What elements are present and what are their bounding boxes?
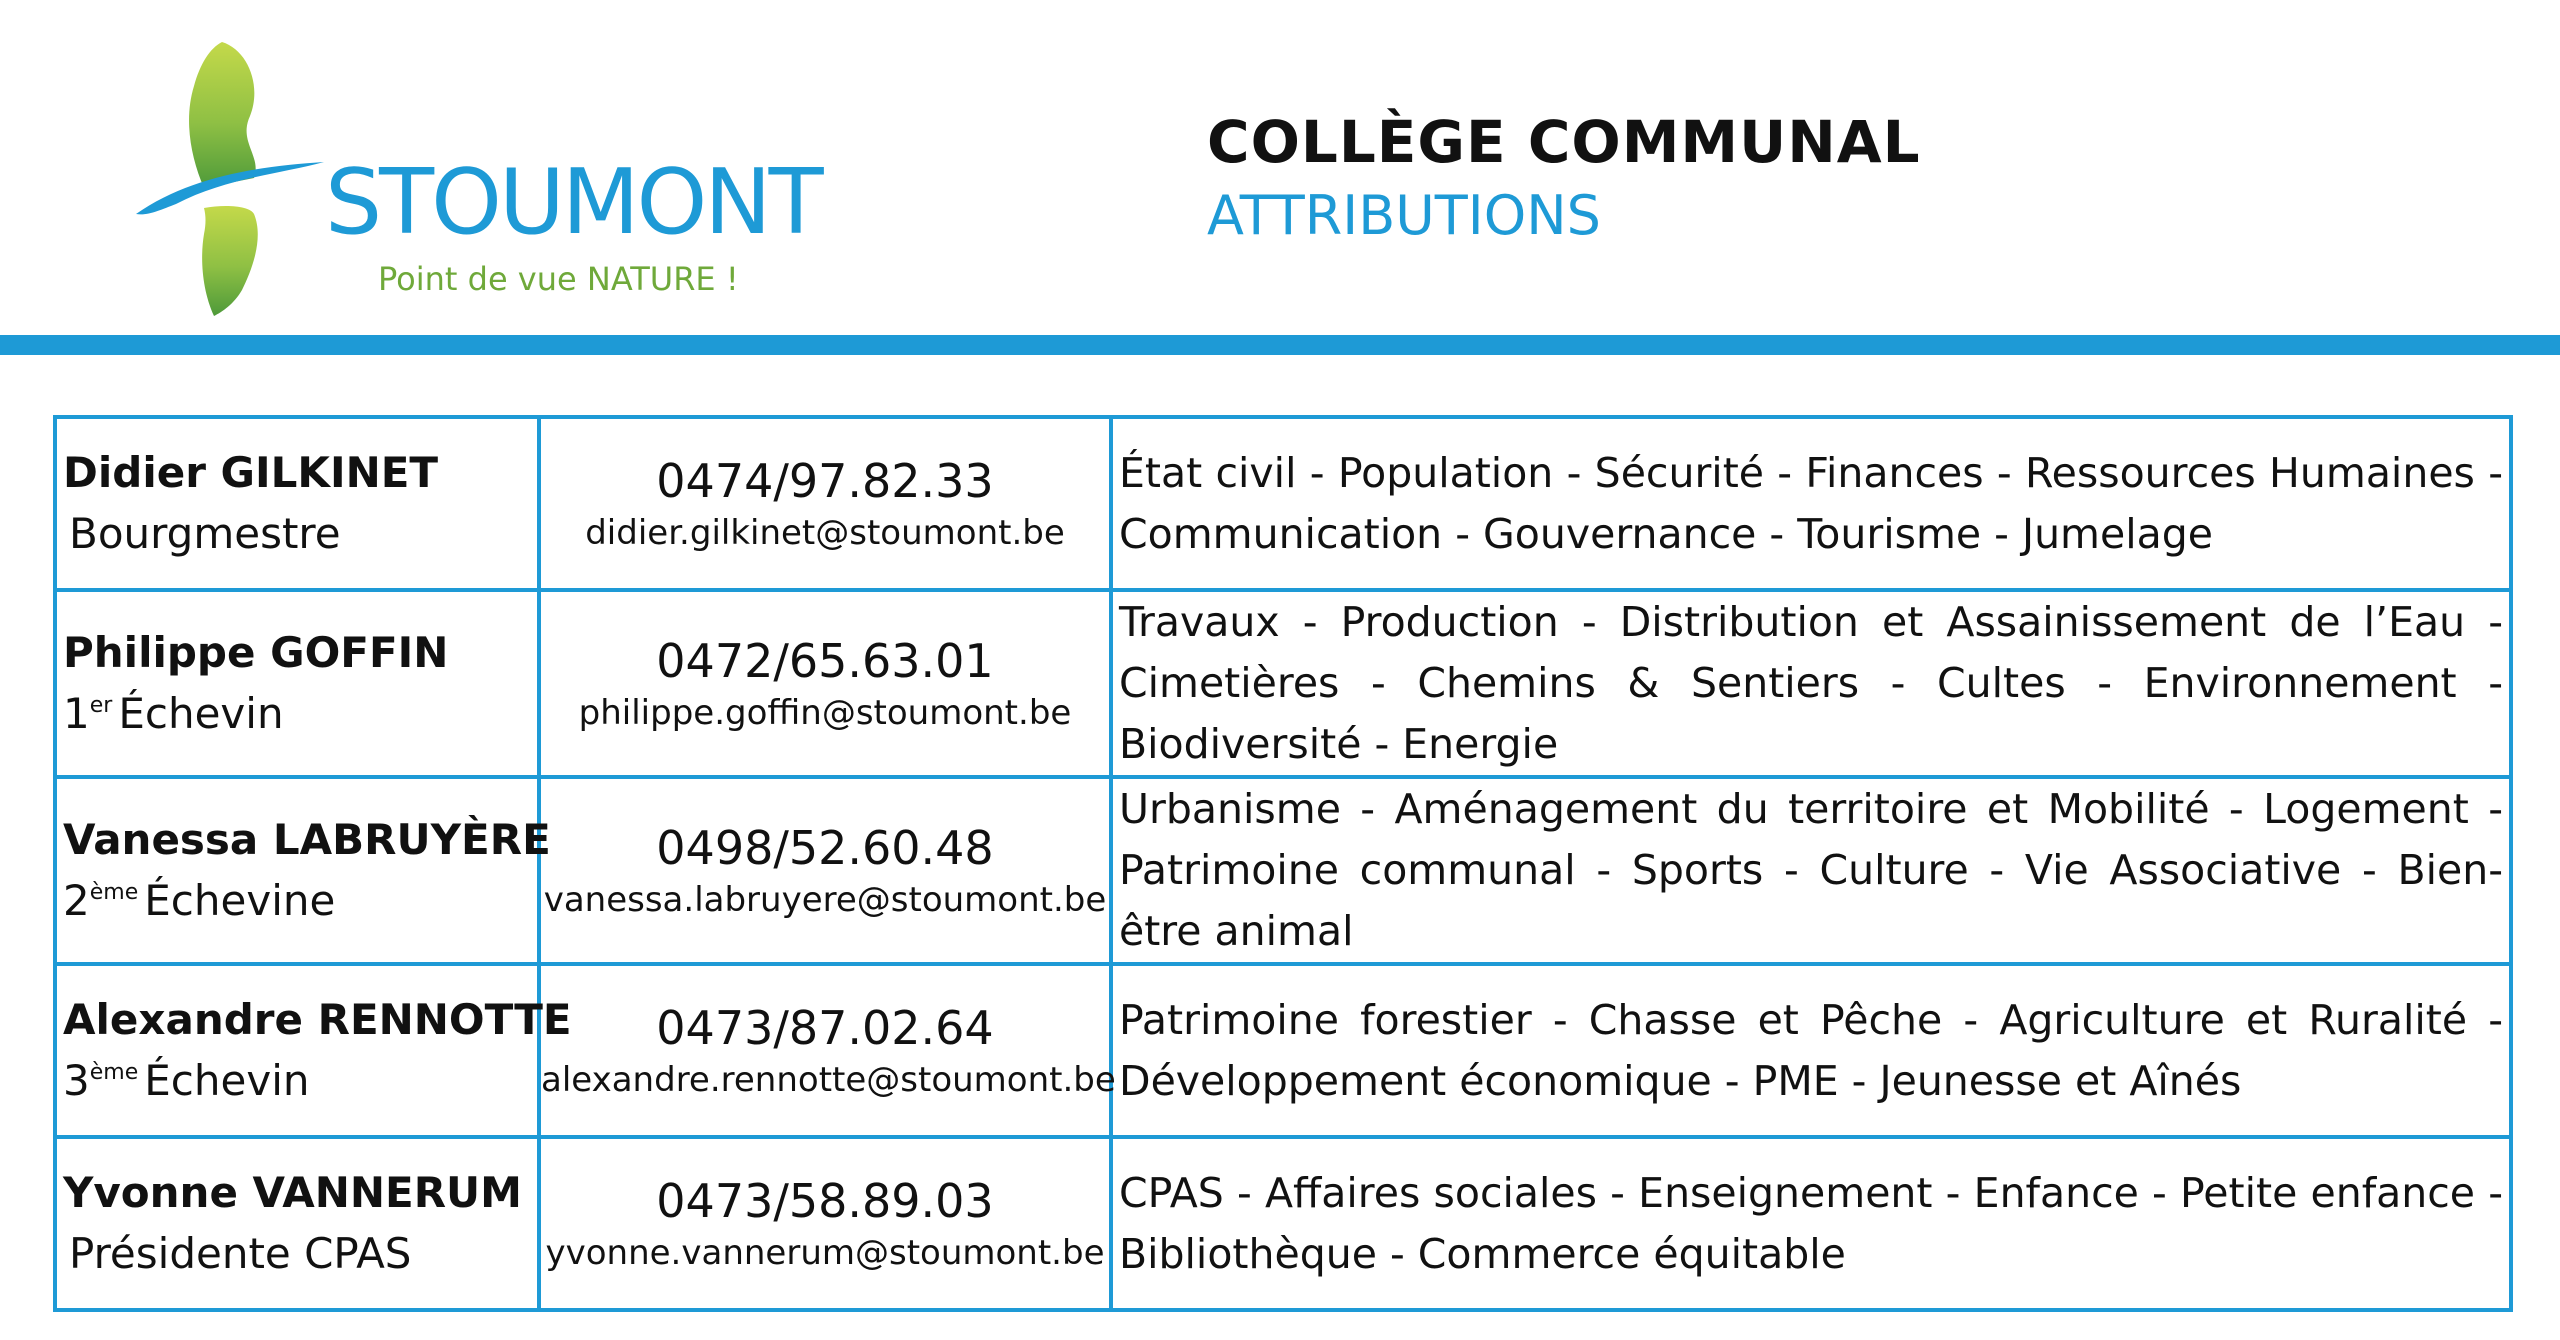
member-phone: 0472/65.63.01: [656, 633, 994, 688]
contact-cell: [539, 417, 1111, 590]
contact-cell: [539, 777, 1111, 964]
member-email[interactable]: alexandre.rennotte@stoumont.be: [541, 1060, 1116, 1101]
header-divider: [0, 335, 2560, 355]
member-phone: 0473/58.89.03: [656, 1173, 994, 1228]
page-heading: [1207, 108, 1921, 247]
domains-cell: [1111, 777, 2511, 964]
member-cell: [55, 417, 539, 590]
member-role: 1er Échevin: [63, 688, 284, 738]
member-email[interactable]: didier.gilkinet@stoumont.be: [585, 513, 1065, 554]
member-name: Philippe GOFFIN: [63, 627, 449, 677]
table-row: [55, 590, 2511, 777]
domains-cell: [1111, 590, 2511, 777]
member-cell: [55, 964, 572, 1137]
page-title: COLLÈGE COMMUNAL: [1207, 108, 1921, 176]
logo-wordmark: STOUMONT: [325, 150, 821, 255]
stoumont-logo: [130, 38, 821, 323]
member-role: 2ème Échevine: [63, 875, 336, 925]
logo-tagline: Point de vue NATURE !: [378, 260, 739, 298]
member-domains: Urbanisme - Aménagement du territoire et Mobilité - Logement - Patrimoine communal - Sports - Culture - Vie Associative - Bien-être animal: [1119, 785, 2503, 955]
member-phone: 0473/87.02.64: [656, 1000, 994, 1055]
page-subtitle: ATTRIBUTIONS: [1207, 184, 1601, 247]
member-role: Bourgmestre: [69, 508, 341, 558]
member-phone: 0498/52.60.48: [656, 820, 994, 875]
member-email[interactable]: philippe.goffin@stoumont.be: [578, 693, 1072, 734]
member-phone: 0474/97.82.33: [656, 453, 994, 508]
member-email[interactable]: yvonne.vannerum@stoumont.be: [545, 1233, 1105, 1274]
contact-cell: [539, 1137, 1111, 1310]
member-role: 3ème Échevin: [63, 1055, 310, 1105]
attributions-table: [53, 415, 2513, 1312]
table-row: [55, 417, 2511, 590]
table-row: [55, 1137, 2511, 1310]
member-domains: État civil - Population - Sécurité - Finances - Ressources Humaines - Communication - Gouvernance - Tourisme - Jumelage: [1119, 448, 2503, 558]
member-role: Présidente CPAS: [69, 1228, 412, 1278]
member-domains: CPAS - Affaires sociales - Enseignement - Enfance - Petite enfance - Bibliothèque - Commerce équitable: [1119, 1168, 2503, 1278]
member-domains: Patrimoine forestier - Chasse et Pêche - Agriculture et Ruralité - Développement économique - PME - Jeunesse et Aînés: [1119, 995, 2503, 1105]
member-email[interactable]: vanessa.labruyere@stoumont.be: [543, 880, 1107, 921]
table-row: [55, 964, 2511, 1137]
domains-cell: [1111, 417, 2511, 590]
table-row: [55, 777, 2511, 964]
contact-cell: [539, 590, 1111, 777]
domains-cell: [1111, 1137, 2511, 1310]
member-name: Yvonne VANNERUM: [63, 1167, 522, 1217]
domains-cell: [1111, 964, 2511, 1137]
member-name: Didier GILKINET: [63, 447, 439, 497]
member-cell: [55, 590, 539, 777]
member-name: Vanessa LABRUYÈRE: [63, 814, 551, 864]
member-cell: [55, 1137, 539, 1310]
member-cell: [55, 777, 551, 964]
contact-cell: [539, 964, 1116, 1137]
member-name: Alexandre RENNOTTE: [63, 994, 572, 1044]
member-domains: Travaux - Production - Distribution et Assainissement de l’Eau - Cimetières - Chemins & Sentiers - Cultes - Environnement - Biodiversité - Energie: [1119, 598, 2503, 768]
